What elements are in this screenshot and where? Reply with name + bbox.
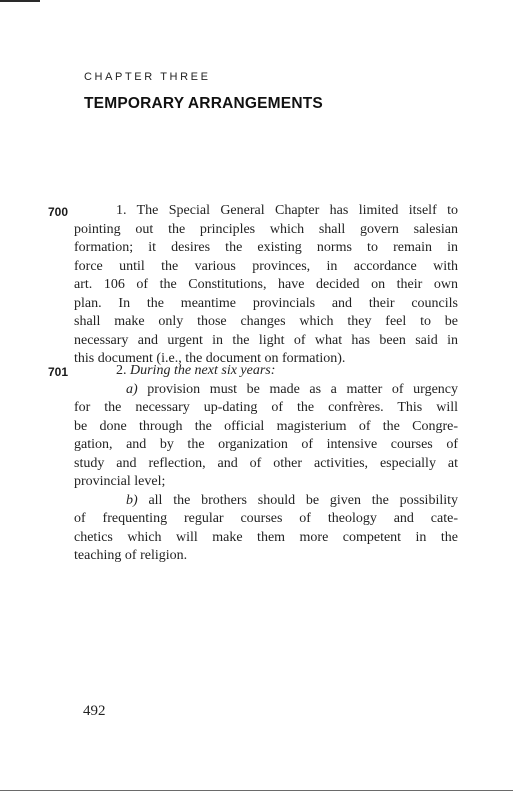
item-b-first-line [74,492,458,511]
paragraph-line: for the necessary up-dating of the confrères. This will [74,400,458,415]
paragraph-line: force until the various provinces, in accordance with [74,258,458,274]
bottom-rule [0,790,513,791]
top-rule [0,0,40,2]
paragraph-line: plan. In the meantime provincials and their councils [74,295,458,311]
paragraph-line: teaching of religion. [74,548,188,563]
item-a-marker: a) [126,381,138,397]
paragraph-line: chetics which will make them more competent in the [74,529,458,545]
paragraph-number-701: 701 [48,365,69,379]
paragraph-line: pointing out the principles which shall govern salesian [74,221,458,237]
paragraph-line: 1. The Special General Chapter has limited itself to [116,203,458,218]
paragraph-line: provincial level; [74,474,166,489]
paragraph-line: this document (i.e., the document on formation). [74,351,346,366]
paragraph-line: of frequenting regular courses of theology and cate- [74,511,458,526]
paragraph-number-700: 700 [48,205,69,219]
heading-text: During the next six years: [130,363,276,378]
paragraph-line: formation; it desires the existing norms to remain in [74,240,458,255]
paragraph-line: necessary and urgent in the light of what has been said in [74,332,458,348]
paragraph-line: gation, and by the organization of intensive courses of [74,437,458,452]
paragraph-line: all the brothers should be given the possibility [148,492,458,508]
paragraph-line: study and reflection, and of other activities, especially at [74,455,458,471]
item-a-first-line [74,381,458,400]
page-number: 492 [83,703,106,719]
chapter-title: TEMPORARY ARRANGEMENTS [84,95,323,112]
chapter-label: CHAPTER THREE [84,71,211,83]
paragraph-line: provision must be made as a matter of urgency [147,381,458,397]
heading-number: 2. [116,363,127,378]
paragraph-line: be done through the official magisterium of the Congre- [74,418,458,434]
paragraph-heading [74,362,458,381]
paragraph-701 [74,362,458,566]
paragraph-line: art. 106 of the Constitutions, have decided on their own [74,277,458,292]
paragraph-line: shall make only those changes which they feel to be [74,314,458,329]
item-b-marker: b) [126,492,138,508]
paragraph-700 [74,202,458,369]
